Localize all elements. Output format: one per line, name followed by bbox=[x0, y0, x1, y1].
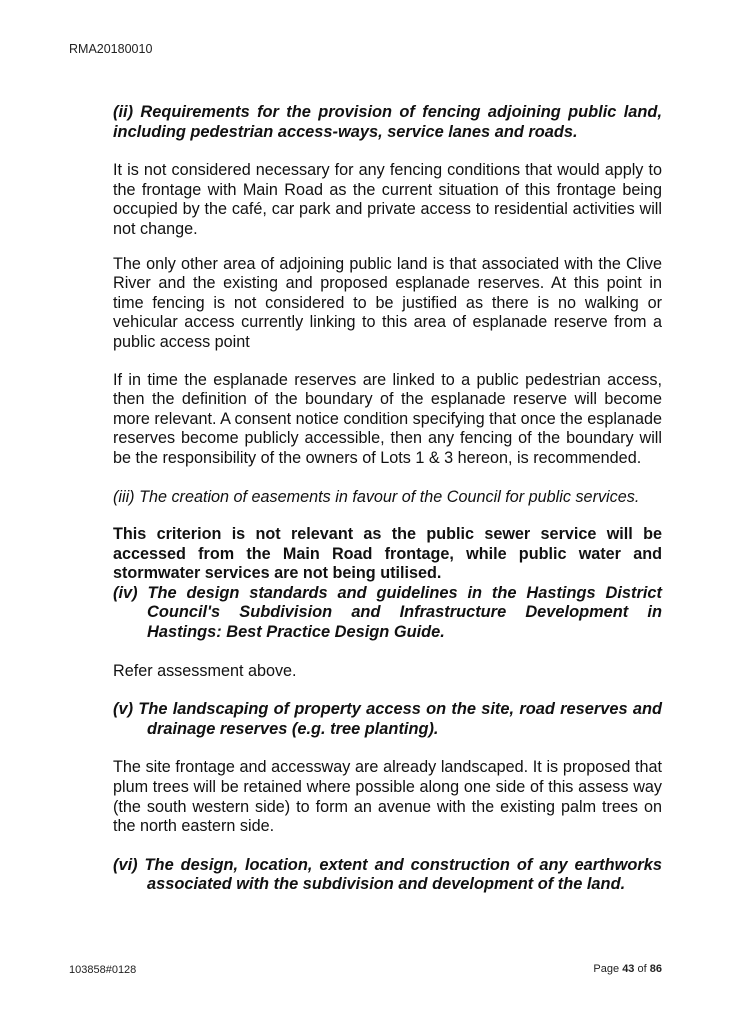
section-vi-heading: (vi) The design, location, extent and construction of any earthworks associated with the subdivision and development of the land. bbox=[113, 855, 662, 894]
section-iv-heading: (iv) The design standards and guidelines in the Hastings District Council's Subdivision and Infrastructure Development in Hastings: Best Practice Design Guide. bbox=[113, 583, 662, 642]
section-ii-paragraph-1: It is not considered necessary for any fencing conditions that would apply to the frontage with Main Road as the current situation of this frontage being occupied by the café, car park and private access to residential activities will not change. bbox=[113, 161, 662, 238]
section-iii-paragraph-1: This criterion is not relevant as the public sewer service will be accessed from the Main Road frontage, while public water and stormwater services are not being utilised. bbox=[113, 525, 662, 583]
page-of: of bbox=[637, 963, 647, 975]
page-current: 43 bbox=[622, 963, 635, 975]
footer-page-number bbox=[593, 963, 662, 975]
page-total: 86 bbox=[649, 963, 662, 975]
section-iii-heading: (iii) The creation of easements in favour of the Council for public services. bbox=[113, 487, 640, 506]
section-ii-paragraph-3: If in time the esplanade reserves are linked to a public pedestrian access, then the definition of the boundary of the esplanade reserve will become more relevant. A consent notice condition specifying that once the esplanade reserves become publicly accessible, then any fencing of the boundary will be the responsibility of the owners of Lots 1 & 3 hereon, is recommended. bbox=[113, 370, 662, 467]
document-reference: RMA20180010 bbox=[69, 42, 153, 56]
footer-document-id: 103858#0128 bbox=[69, 964, 137, 976]
section-ii-heading: (ii) Requirements for the provision of fencing adjoining public land, including pedestrian access-ways, service lanes and roads. bbox=[113, 103, 662, 141]
section-v-heading: (v) The landscaping of property access on the site, road reserves and drainage reserves (e.g. tree planting). bbox=[113, 700, 662, 738]
section-ii-paragraph-2: The only other area of adjoining public land is that associated with the Clive River and the existing and proposed esplanade reserves. At this point in time fencing is not considered to be justified as there is no walking or vehicular access currently linking to this area of esplanade reserve from a public access point bbox=[113, 254, 662, 351]
section-iv-paragraph-1: Refer assessment above. bbox=[113, 661, 297, 680]
page-content bbox=[113, 103, 662, 895]
page-prefix: Page bbox=[593, 963, 620, 975]
section-v-paragraph-1: The site frontage and accessway are already landscaped. It is proposed that plum trees will be retained where possible along one side of this assess way (the south western side) to form an avenue with the existing palm trees on the north eastern side. bbox=[113, 758, 662, 836]
